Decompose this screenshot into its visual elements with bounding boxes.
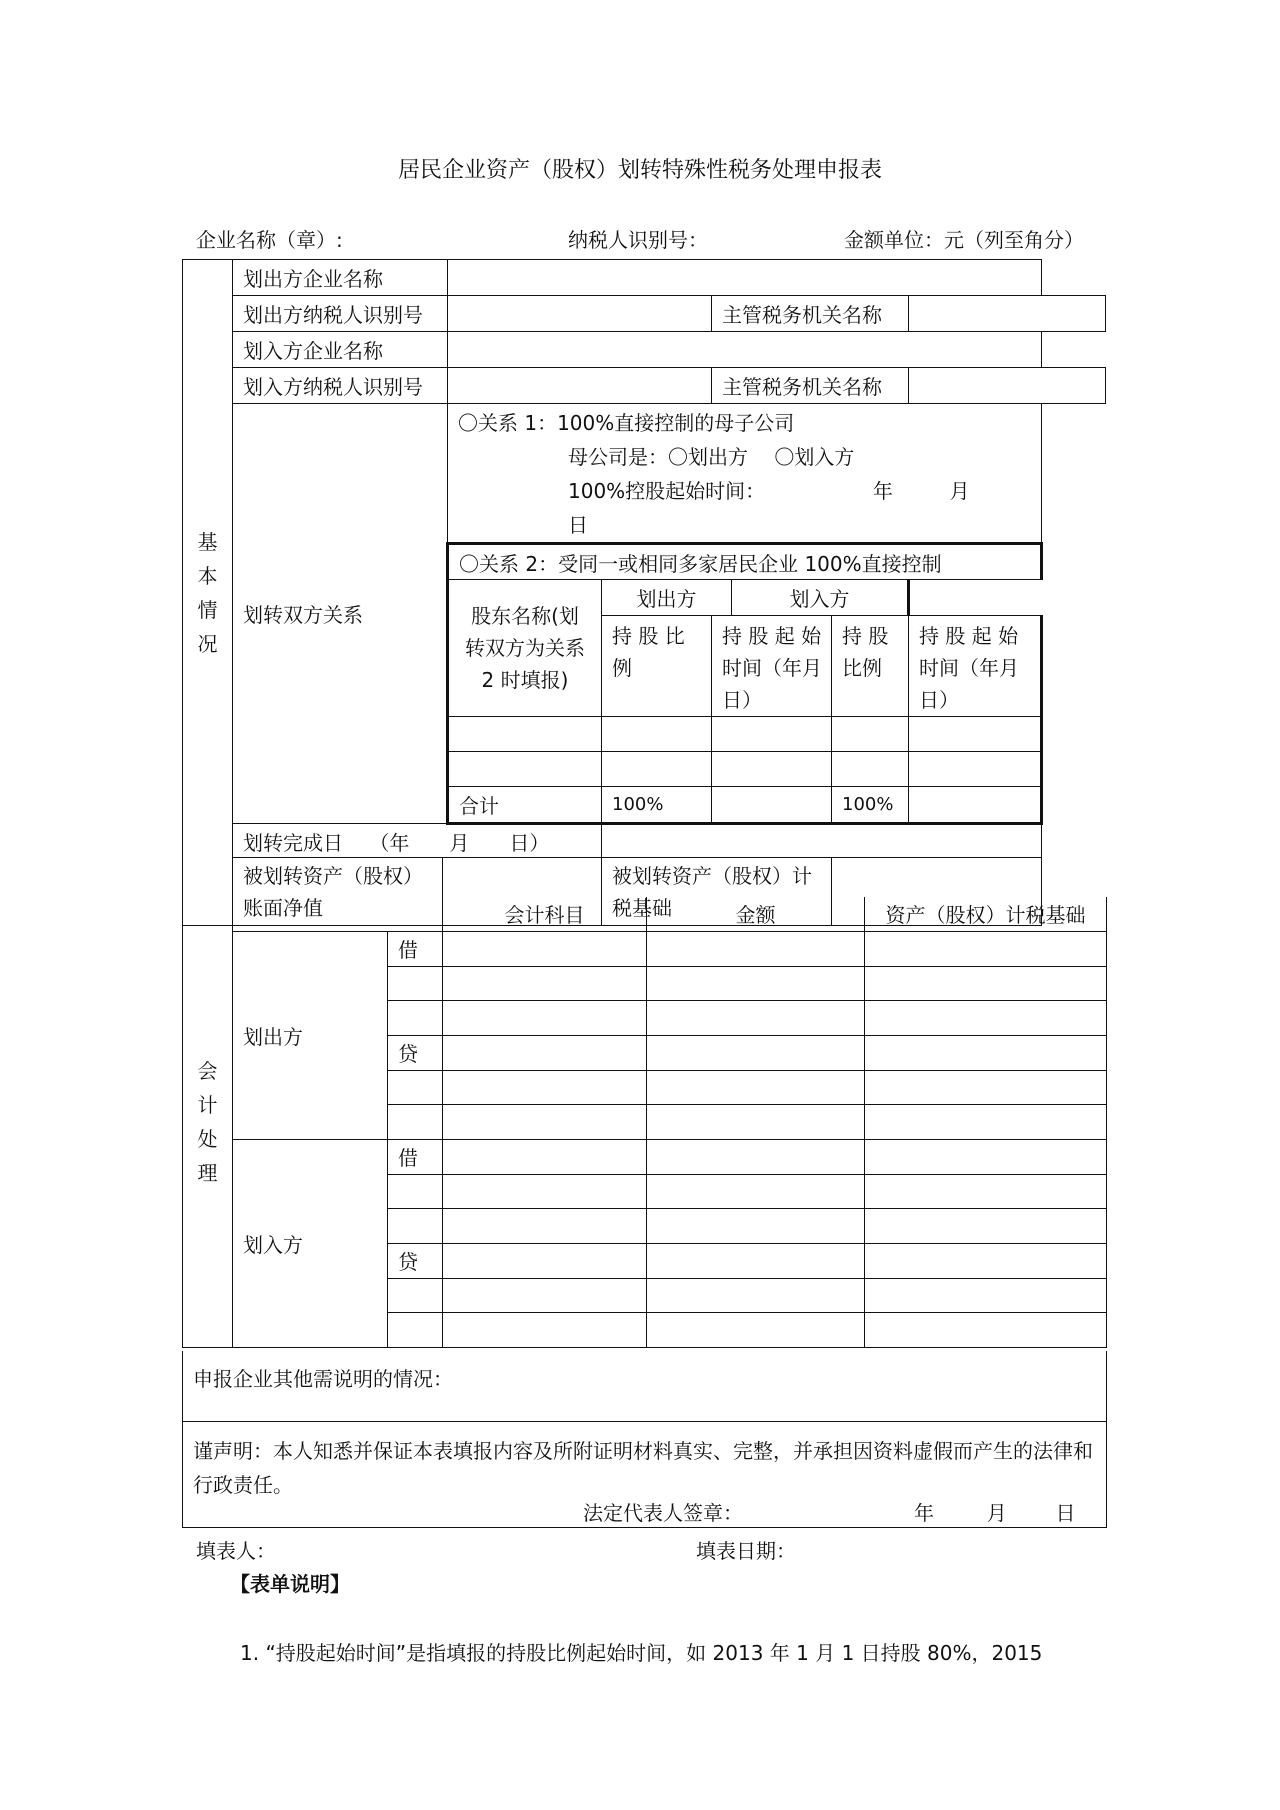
rel2-total-label: 合计 [448, 787, 602, 824]
in-taxid-field[interactable] [448, 368, 712, 404]
legal-rep-signature-label: 法定代表人签章： [583, 1500, 743, 1525]
subject-cell[interactable] [443, 1278, 647, 1312]
relationship-label: 划转双方关系 [233, 404, 448, 824]
accounting-table [182, 897, 1107, 1348]
amount-unit-label: 金额单位：元（列至角分） [844, 228, 1084, 252]
tax-basis-label: 被划转资产（股权）计税基础 [602, 858, 832, 926]
amount-cell[interactable] [647, 1000, 865, 1035]
amount-cell[interactable] [647, 1035, 865, 1070]
rel2-out-start-header: 持 股 起 始 时间（年月日） [712, 616, 832, 717]
rel2-in-party-header: 划入方 [732, 580, 909, 616]
declaration-day: 日 [1055, 1500, 1076, 1525]
declaration-text: 谨声明：本人知悉并保证本表填报内容及所附证明材料真实、完整，并承担因资料虚假而产生的法律和行政责任。 [193, 1438, 1093, 1497]
declaration-month: 月 [986, 1500, 1007, 1525]
in-tax-authority-field[interactable] [909, 368, 1106, 404]
tax-basis-cell[interactable] [865, 1174, 1107, 1208]
col-tax-basis-header: 资产（股权）计税基础 [865, 897, 1107, 931]
notes-declaration-table [182, 1351, 1107, 1528]
rel2-out-ratio-header: 持 股 比 例 [602, 616, 712, 717]
declaration-year: 年 [914, 1500, 934, 1525]
subject-cell[interactable] [443, 931, 647, 966]
accounting-header-blank [233, 897, 443, 931]
subject-cell[interactable] [443, 966, 647, 1000]
subject-cell[interactable] [443, 1208, 647, 1243]
rel2-out-ratio-cell[interactable] [602, 717, 712, 752]
instructions-heading: 【表单说明】 [230, 1572, 350, 1596]
entry-type-cell [388, 1000, 443, 1035]
entry-type-cell [388, 966, 443, 1000]
rel2-out-party-header: 划出方 [602, 580, 732, 616]
other-notes-label: 申报企业其他需说明的情况： [193, 1367, 453, 1391]
tax-basis-cell[interactable] [865, 966, 1107, 1000]
relationship-1-block[interactable] [448, 404, 1042, 544]
in-tax-authority-label: 主管税务机关名称 [712, 368, 909, 404]
debit-label: 借 [388, 931, 443, 966]
other-notes-field[interactable] [183, 1351, 1107, 1421]
rel2-out-start-cell[interactable] [712, 717, 832, 752]
rel1-line1[interactable]: 〇关系 1：100%直接控制的母子公司 [458, 411, 795, 435]
in-taxid-label: 划入方纳税人识别号 [233, 368, 448, 404]
rel1-day: 日 [568, 513, 588, 537]
tax-basis-cell[interactable] [865, 1035, 1107, 1070]
entry-type-cell [388, 1208, 443, 1243]
amount-cell[interactable] [647, 1174, 865, 1208]
subject-cell[interactable] [443, 1035, 647, 1070]
in-company-field[interactable] [448, 332, 1042, 368]
amount-cell[interactable] [647, 931, 865, 966]
subject-cell[interactable] [443, 1070, 647, 1104]
entry-type-cell [388, 1104, 443, 1139]
amount-cell[interactable] [647, 1312, 865, 1347]
out-company-label: 划出方企业名称 [233, 260, 448, 296]
tax-basis-cell[interactable] [865, 1104, 1107, 1139]
rel2-total-in-ratio: 100% [832, 787, 909, 824]
out-company-field[interactable] [448, 260, 1042, 296]
amount-cell[interactable] [647, 1243, 865, 1278]
rel1-start-time-label: 100%控股起始时间： [568, 479, 766, 503]
rel2-total-out-ratio: 100% [602, 787, 712, 824]
taxpayer-id-label: 纳税人识别号： [568, 228, 708, 252]
rel2-shareholder-cell[interactable] [448, 752, 602, 787]
credit-label: 贷 [388, 1035, 443, 1070]
tax-basis-cell[interactable] [865, 1312, 1107, 1347]
amount-cell[interactable] [647, 966, 865, 1000]
rel2-total-out-start[interactable] [712, 787, 832, 824]
completion-date-field[interactable] [602, 824, 1042, 858]
subject-cell[interactable] [443, 1312, 647, 1347]
rel2-in-ratio-cell[interactable] [832, 752, 909, 787]
rel2-in-start-cell[interactable] [909, 717, 1042, 752]
rel2-out-start-cell[interactable] [712, 752, 832, 787]
rel2-title[interactable]: 〇关系 2：受同一或相同多家居民企业 100%直接控制 [448, 544, 1042, 580]
rel1-year: 年 [872, 479, 893, 503]
tax-basis-cell[interactable] [865, 1139, 1107, 1174]
amount-cell[interactable] [647, 1139, 865, 1174]
amount-cell[interactable] [647, 1070, 865, 1104]
debit-label: 借 [388, 1139, 443, 1174]
tax-basis-cell[interactable] [865, 1243, 1107, 1278]
declaration-form-table [182, 259, 1106, 926]
fill-date-label: 填表日期： [696, 1539, 796, 1563]
in-company-label: 划入方企业名称 [233, 332, 448, 368]
amount-cell[interactable] [647, 1208, 865, 1243]
entry-type-cell [388, 1312, 443, 1347]
rel2-in-ratio-cell[interactable] [832, 717, 909, 752]
amount-cell[interactable] [647, 1278, 865, 1312]
rel2-in-ratio-header: 持 股 比例 [832, 616, 909, 717]
accounting-out-party-label: 划出方 [233, 931, 388, 1139]
credit-label: 贷 [388, 1243, 443, 1278]
subject-cell[interactable] [443, 1000, 647, 1035]
rel2-shareholder-header: 股东名称(划转双方为关系 2 时填报) [448, 580, 602, 717]
tax-basis-cell[interactable] [865, 1000, 1107, 1035]
basic-section-label: 基 本 情 况 [183, 260, 233, 926]
entry-type-cell [388, 1278, 443, 1312]
company-name-label: 企业名称（章）: [196, 228, 343, 252]
subject-cell[interactable] [443, 1243, 647, 1278]
rel1-month: 月 [949, 479, 970, 503]
tax-basis-cell[interactable] [865, 1208, 1107, 1243]
col-subject-header: 会计科目 [443, 897, 647, 931]
accounting-in-party-label: 划入方 [233, 1139, 388, 1347]
tax-basis-cell[interactable] [865, 931, 1107, 966]
tax-basis-cell[interactable] [865, 1070, 1107, 1104]
subject-cell[interactable] [443, 1139, 647, 1174]
out-tax-authority-field[interactable] [909, 296, 1106, 332]
rel2-total-in-start[interactable] [909, 787, 1042, 824]
out-tax-authority-label: 主管税务机关名称 [712, 296, 909, 332]
page-title: 居民企业资产（股权）划转特殊性税务处理申报表 [397, 158, 882, 183]
accounting-section-label: 会 计 处 理 [183, 897, 233, 1347]
rel2-in-start-cell[interactable] [909, 752, 1042, 787]
book-value-label: 被划转资产（股权）账面净值 [233, 858, 443, 926]
filler-label: 填表人： [196, 1539, 276, 1563]
amount-cell[interactable] [647, 1104, 865, 1139]
rel2-in-start-header: 持 股 起 始 时间（年月日） [909, 616, 1042, 717]
completion-date-label: 划转完成日 （年 月 日） [233, 824, 602, 858]
rel2-out-ratio-cell[interactable] [602, 752, 712, 787]
instructions-item-1: 1. “持股起始时间”是指填报的持股比例起始时间，如 2013 年 1 月 1 日持股 80%，2015 [240, 1641, 1043, 1665]
out-taxid-label: 划出方纳税人识别号 [233, 296, 448, 332]
entry-type-cell [388, 1070, 443, 1104]
col-amount-header: 金额 [647, 897, 865, 931]
entry-type-cell [388, 1174, 443, 1208]
rel1-line2[interactable]: 母公司是：〇划出方 〇划入方 [568, 445, 855, 469]
declaration-block [183, 1421, 1107, 1527]
subject-cell[interactable] [443, 1174, 647, 1208]
out-taxid-field[interactable] [448, 296, 712, 332]
tax-basis-cell[interactable] [865, 1278, 1107, 1312]
rel2-shareholder-cell[interactable] [448, 717, 602, 752]
subject-cell[interactable] [443, 1104, 647, 1139]
